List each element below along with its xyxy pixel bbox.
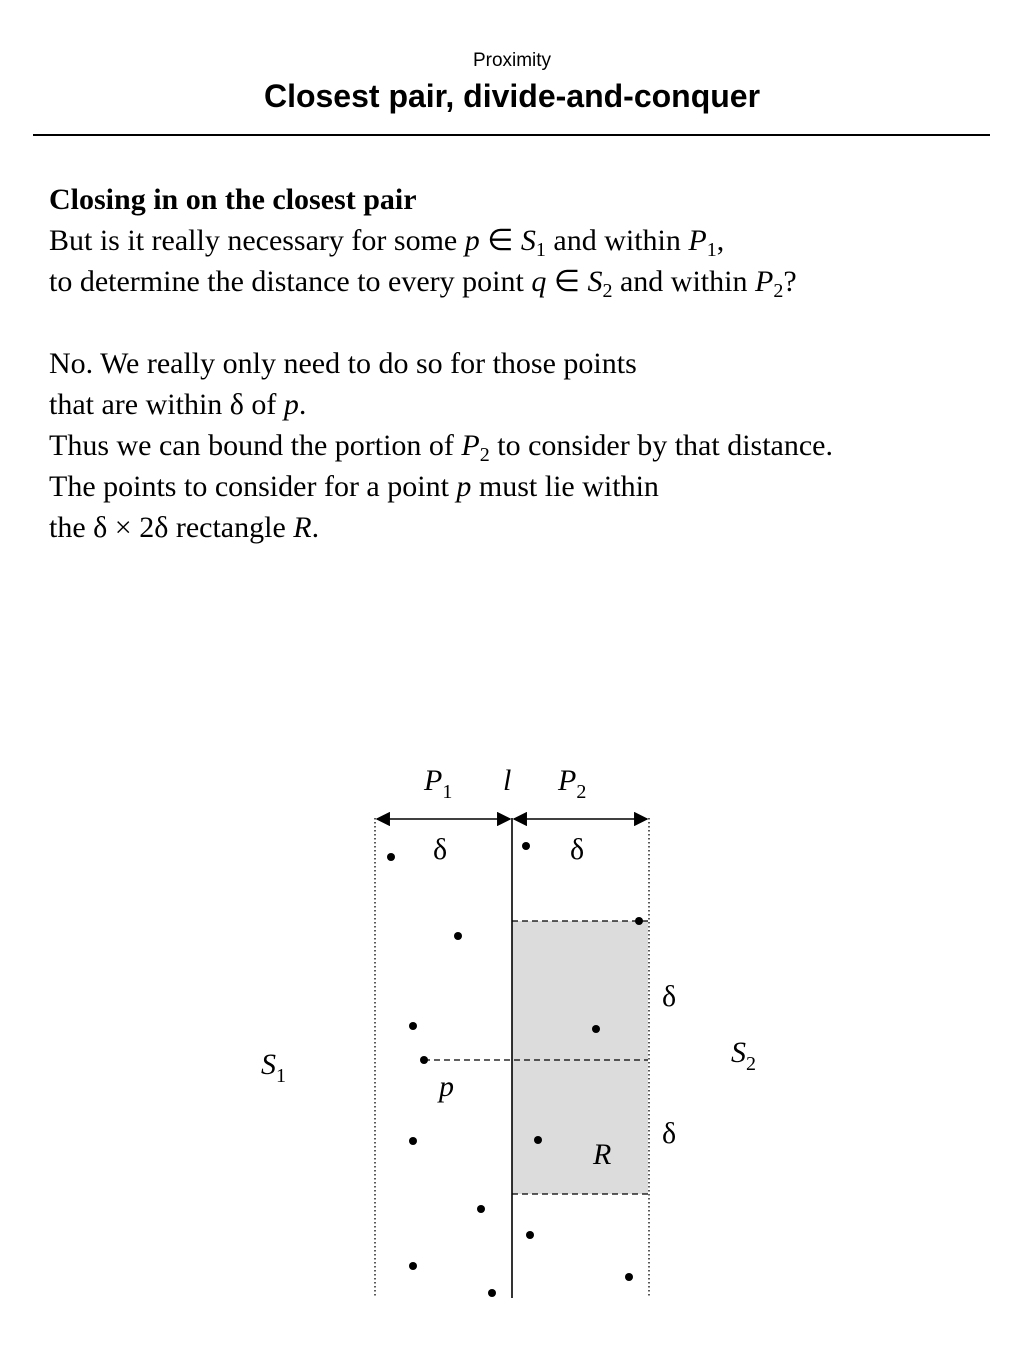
text-run: and within <box>545 224 689 257</box>
body-heading: Closing in on the closest pair <box>49 183 417 216</box>
math-p: p <box>283 388 299 421</box>
text-run: to determine the distance to every point <box>49 265 532 298</box>
subscript: 2 <box>602 280 613 302</box>
subscript: 2 <box>773 280 784 302</box>
math-P: P <box>688 224 707 257</box>
text-run: . <box>298 388 307 421</box>
point <box>625 1273 633 1281</box>
body-line-3: No. We really only need to do so for those points <box>49 347 637 380</box>
text-run: . <box>311 511 320 544</box>
math-p: p <box>456 470 472 503</box>
text-run: to consider by that distance. <box>489 429 833 462</box>
text-run: must lie within <box>471 470 659 503</box>
point <box>409 1022 417 1030</box>
point <box>387 853 395 861</box>
text-run: ∈ <box>546 265 588 298</box>
point <box>454 932 462 940</box>
text-run: But is it really necessary for some <box>49 224 465 257</box>
point <box>409 1137 417 1145</box>
point <box>526 1231 534 1239</box>
label-delta-left: δ <box>433 833 448 866</box>
subscript: 1 <box>535 239 546 261</box>
text-run: The points to consider for a point <box>49 470 457 503</box>
point <box>488 1289 496 1297</box>
text-run: the δ × 2δ rectangle <box>49 511 294 544</box>
math-q: q <box>531 265 547 298</box>
point <box>477 1205 485 1213</box>
text-run: that are within δ of <box>49 388 284 421</box>
label-p: p <box>439 1070 454 1103</box>
label-R: R <box>593 1138 612 1171</box>
label-S1: $S_1$ <box>261 1048 286 1087</box>
label-delta-upper: δ <box>662 980 677 1013</box>
point <box>534 1136 542 1144</box>
math-S: S <box>587 265 603 298</box>
text-run: and within <box>612 265 755 298</box>
math-R: R <box>293 511 312 544</box>
subscript: 1 <box>706 239 717 261</box>
point <box>592 1025 600 1033</box>
label-S2: $S_2$ <box>731 1036 756 1075</box>
math-P: P <box>461 429 480 462</box>
label-delta-lower: δ <box>662 1117 677 1150</box>
label-delta-right: δ <box>570 833 585 866</box>
point <box>635 917 643 925</box>
label-l: l <box>503 764 512 797</box>
label-P2: $P_2$ <box>558 764 587 803</box>
label-P1: $P_1$ <box>424 764 453 803</box>
point <box>409 1262 417 1270</box>
point <box>522 842 530 850</box>
subscript: 2 <box>479 444 490 466</box>
text-run: ? <box>783 265 797 298</box>
text-run: , <box>716 224 725 257</box>
section-label: Proximity <box>472 50 552 71</box>
point-p <box>420 1056 428 1064</box>
text-run: ∈ <box>479 224 521 257</box>
math-P: P <box>754 265 774 298</box>
text-run: Thus we can bound the portion of <box>49 429 462 462</box>
math-p: p <box>464 224 480 257</box>
rectangle-r <box>512 921 648 1194</box>
math-S: S <box>520 224 536 257</box>
slide-title: Closest pair, divide-and-conquer <box>263 78 761 114</box>
